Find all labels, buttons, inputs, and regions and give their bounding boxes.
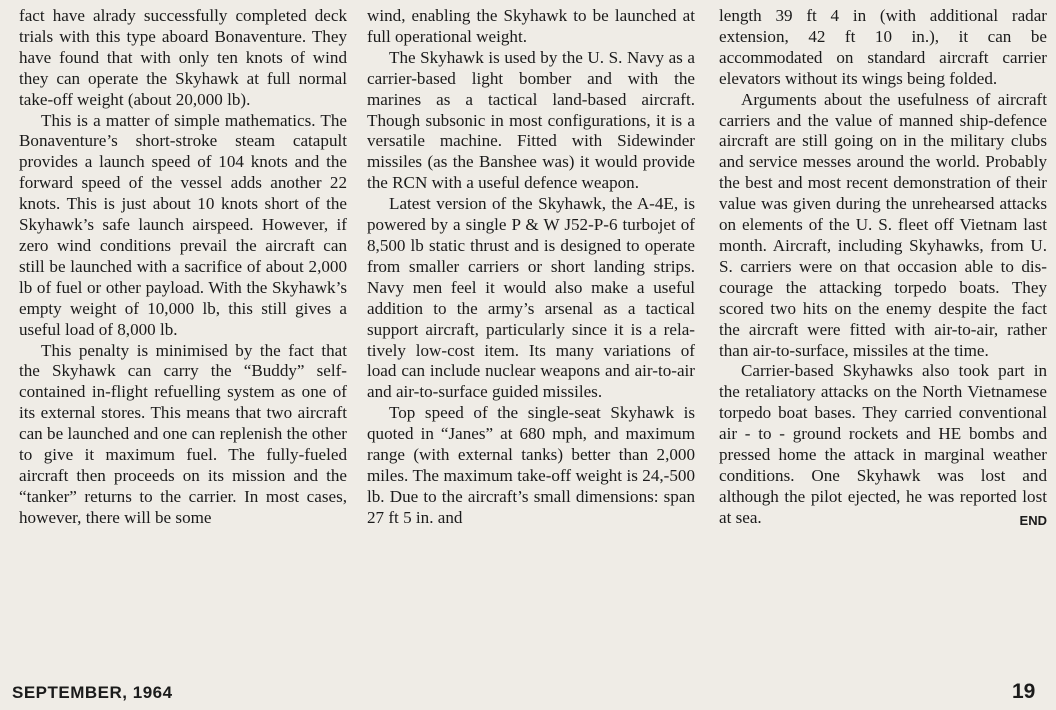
- paragraph: This penalty is minimised by the fact that the Skyhawk can carry the “Buddy” self-contained in-flight refuelling system as one of its external stores. This means that two aircraft can be launched and one can replenish the other to give it maximum fuel. The fully-fueled aircraft then proceeds on its mission and the “tanker” returns to the carrier. In most cases, however, there will be some: [19, 340, 347, 527]
- end-mark: END: [1019, 512, 1047, 528]
- paragraph: Latest version of the Skyhawk, the A-4E, is powered by a single P & W J52-P-6 turbojet of 8,500 lb static thrust and is designed to operate from smaller carriers or short landing strips. Navy men feel it would also make a useful addition to the army’s arsenal as a tactical support aircraft, particularly since it is a relatively low-cost item. Its many variations of load can include nuclear weapons and air-to-air and air-to-surface guided missiles.: [367, 194, 695, 402]
- page-number: 19: [1012, 680, 1036, 703]
- paragraph: Arguments about the usefulness of aircraft carriers and the value of manned ship-defence aircraft are still going on in the military clubs and service messes around the world. Probably the best and most recent demonstration of their value was given during the unrehearsed attacks on elements of the U. S. fleet off Vietnam last month. Aircraft, including Skyhawks, from U. S. carriers were on that occasion able to discourage the attacking torpedo boats. They scored two hits on the enemy despite the fact the aircraft were fitted with air-to-air, rather than air-to-surface, missiles at the time.: [719, 89, 1047, 360]
- paragraph: The Skyhawk is used by the U. S. Navy as a carrier-based light bomber and with the marines as a tactical land-based aircraft. Though subsonic in most configurations, it is a versatile machine. Fitted with Sidewinder missiles (as the Banshee was) it would provide the RCN with a useful defence weapon.: [367, 47, 695, 193]
- paragraph: [719, 361, 1047, 528]
- paragraph: wind, enabling the Skyhawk to be launched at full operational weight.: [367, 6, 695, 46]
- paragraph: length 39 ft 4 in (with additional radar extension, 42 ft 10 in.), it can be accommodated on standard aircraft carrier elevators without its wings being folded.: [719, 6, 1047, 88]
- footer-date: SEPTEMBER, 1964: [12, 683, 173, 702]
- paragraph: Top speed of the single-seat Skyhawk is quoted in “Janes” at 680 mph, and maximum range (with external tanks) better than 2,000 miles. The maximum take-off weight is 24,-500 lb. Due to the aircraft’s small dimensions: span 27 ft 5 in. and: [367, 403, 695, 527]
- article-column-3: [719, 6, 1047, 532]
- article-column-2: [367, 6, 695, 529]
- paragraph-text: Carrier-based Skyhawks also took part in the retaliatory attacks on the North Vietnamese torpedo boat bases. They carried conventional air - to - ground rockets and HE bombs and pressed home the attack in marginal weather conditions. One Skyhawk was lost and although the pilot ejected, he was reported lost at sea.: [719, 361, 1047, 527]
- article-column-1: [19, 6, 347, 529]
- paragraph: This is a matter of simple mathematics. The Bonaventure’s short-stroke steam catapult provides a launch speed of 104 knots and the forward speed of the vessel adds another 22 knots. This is just about 10 knots short of the Skyhawk’s safe launch airspeed. However, if zero wind conditions prevail the aircraft can still be launched with a sacrifice of about 2,000 lb of fuel or other payload. With the Skyhawk’s empty weight of 10,000 lb, this still gives a useful load of 8,000 lb.: [19, 110, 347, 339]
- paragraph: fact have alrady successfully completed deck trials with this type aboard Bonaventure. They have found that with only ten knots of wind they can operate the Skyhawk at full normal take-off weight (about 20,000 lb).: [19, 6, 347, 109]
